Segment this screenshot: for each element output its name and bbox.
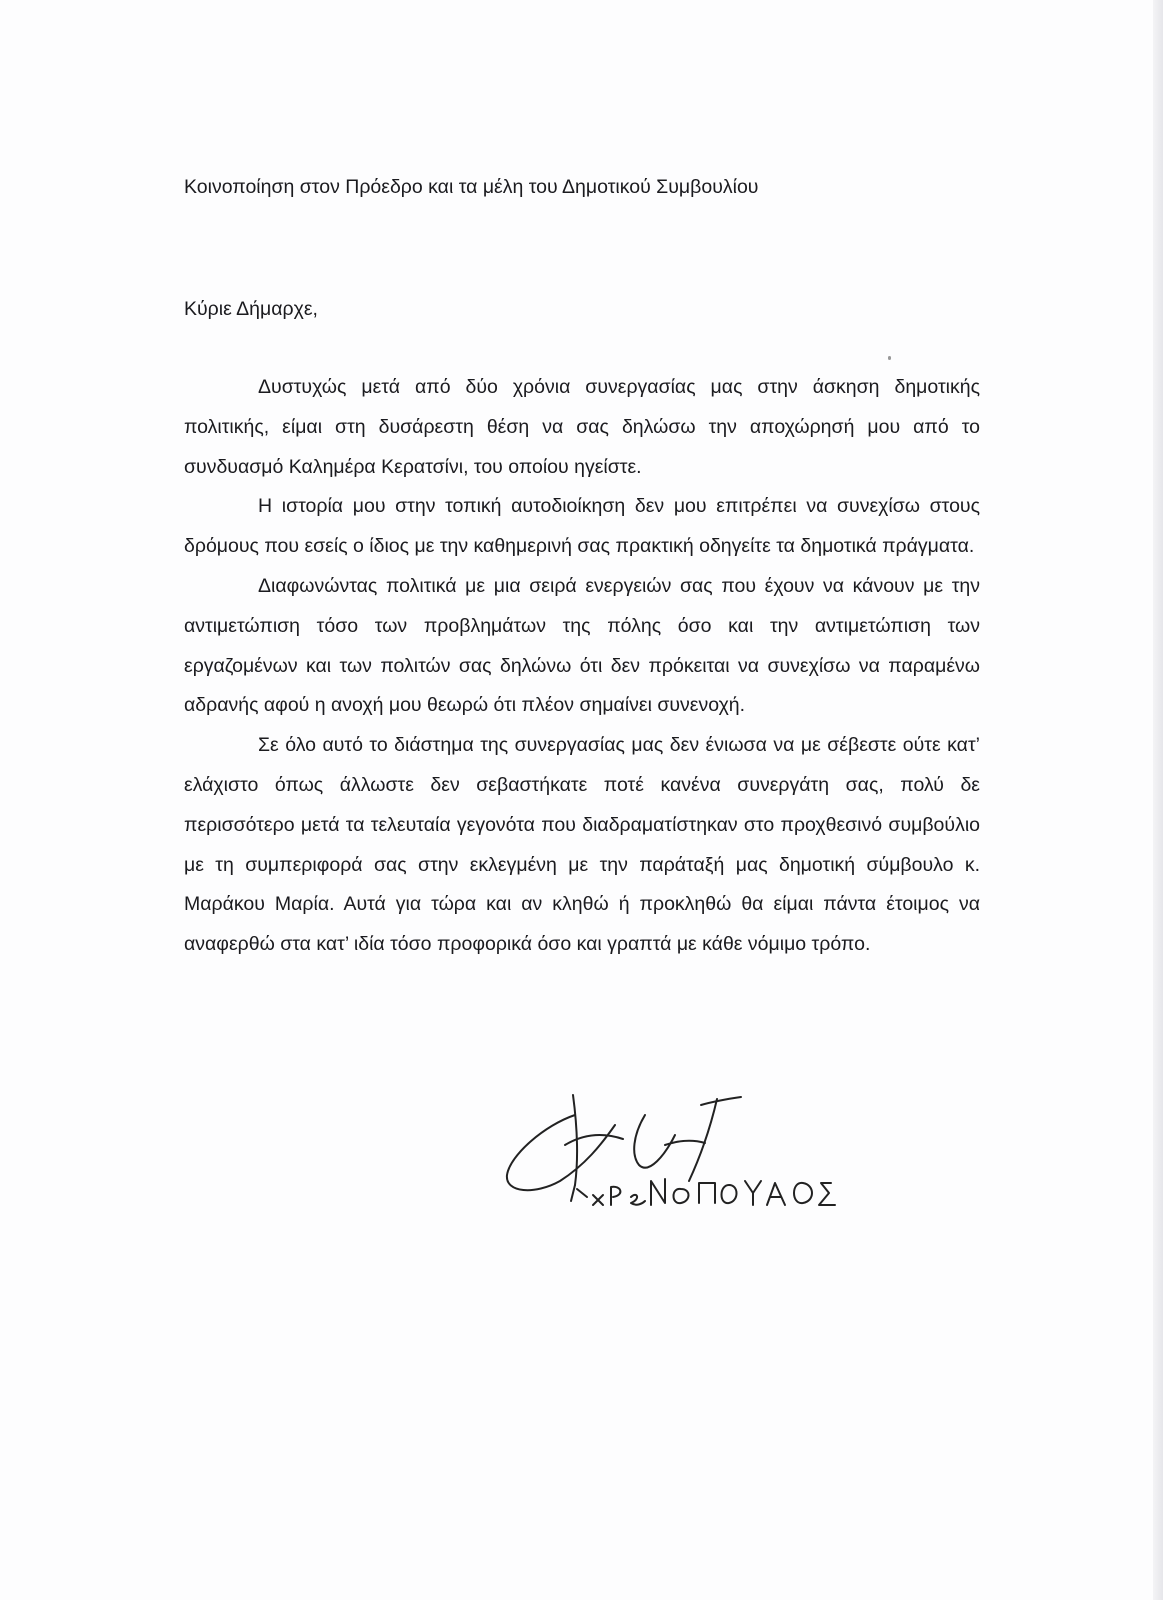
handwritten-signature [505, 1085, 865, 1245]
paragraph-1: Δυστυχώς μετά από δύο χρόνια συνεργασίας μας στην άσκηση δημοτικής πολιτικής, είμαι στη δυσάρεστη θέση να σας δηλώσω την αποχώρησή μου από το συνδυασμό Καλημέρα Κερατσίνι, του οποίου ηγείστε. [184, 376, 980, 478]
letter-body [184, 368, 980, 965]
cc-line: Κοινοποίηση στον Πρόεδρο και τα μέλη του Δημοτικού Συμβουλίου [184, 176, 759, 198]
paragraph-2: Η ιστορία μου στην τοπική αυτοδιοίκηση δεν μου επιτρέπει να συνεχίσω στους δρόμους που εσείς ο ίδιος με την καθημερινή σας πρακτική οδηγείτε τα δημοτικά πράγματα. [184, 495, 980, 558]
paragraph-4: Σε όλο αυτό το διάστημα της συνεργασίας μας δεν ένιωσα να με σέβεστε ούτε κατ’ ελάχιστο όπως άλλωστε δεν σεβαστήκατε ποτέ κανένα συνεργάτη σας, πολύ δε περισσότερο μετά τα τελευταία γεγονότα που διαδραματίστηκαν στο προχθεσινό συμβούλιο με τη συμπεριφορά σας στην εκλεγμένη με την παράταξή μας δημοτική σύμβουλο κ. Μαράκου Μαρία. Αυτά για τώρα και αν κληθώ ή προκληθώ θα είμαι πάντα έτοιμος να αναφερθώ στα κατ’ ιδία τόσο προφορικά όσο και γραπτά με κάθε νόμιμο τρόπο. [184, 734, 980, 956]
salutation: Κύριε Δήμαρχε, [184, 298, 318, 320]
paragraph-3: Διαφωνώντας πολιτικά με μια σειρά ενεργειών σας που έχουν να κάνουν με την αντιμετώπιση τόσο των προβλημάτων της πόλης όσο και την αντιμετώπιση των εργαζομένων και των πολιτών σας δηλώνω ότι δεν πρόκειται να συνεχίσω να παραμένω αδρανής αφού η ανοχή μου θεωρώ ότι πλέον σημαίνει συνενοχή. [184, 574, 980, 717]
scan-speck [888, 356, 891, 360]
scan-edge [1153, 0, 1163, 1600]
